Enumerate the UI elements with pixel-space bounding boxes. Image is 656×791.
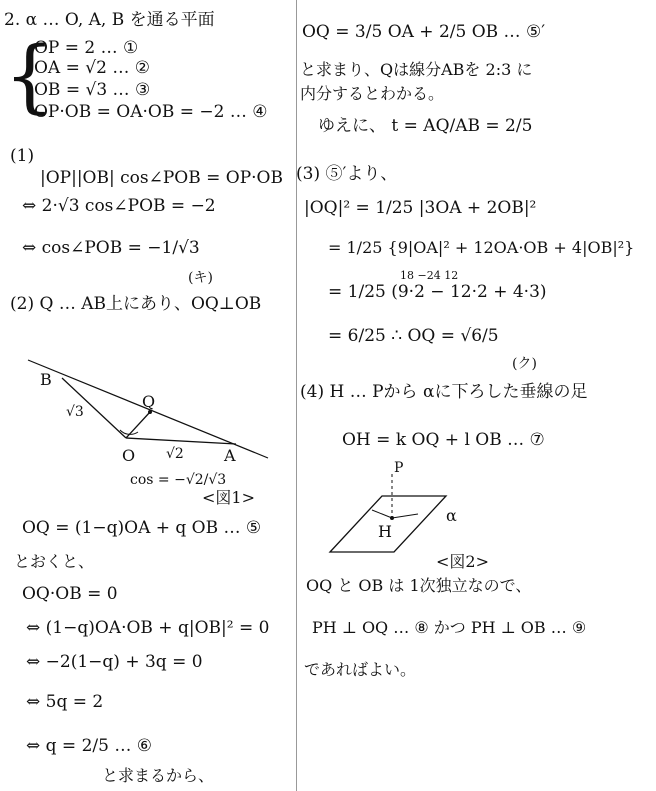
part3-line3: = 1/25 {9|OA|² + 12OA·OB + 4|OB|²} xyxy=(328,238,635,257)
fig1-label-o: O xyxy=(122,446,136,465)
right-line3: 内分するとわかる。 xyxy=(300,84,445,103)
eq5-prime: OQ = 3/5 OA + 2/5 OB … ⑤′ xyxy=(302,22,546,42)
solve-step2: ⇔ −2(1−q) + 3q = 0 xyxy=(26,652,203,672)
part4-line4: PH ⊥ OQ … ⑧ かつ PH ⊥ OB … ⑨ xyxy=(312,618,587,637)
solve-step3: ⇔ 5q = 2 xyxy=(26,692,104,712)
part4-line1: (4) H … Pから αに下ろした垂線の足 xyxy=(300,382,588,402)
part1-line2: ⇔ 2·√3 cos∠POB = −2 xyxy=(22,196,216,216)
part1-line1: |OP||OB| cos∠POB = OP·OB xyxy=(40,168,283,188)
part3-line4: = 1/25 (9·2 − 12·2 + 4·3) xyxy=(328,282,547,302)
fig1-cos-note: cos = −√2/√3 xyxy=(130,472,227,488)
okuto-text: とおくと、 xyxy=(14,552,95,571)
part3-answer-tag: (ク) xyxy=(512,356,537,372)
part1-line3: ⇔ cos∠POB = −1/√3 xyxy=(22,238,200,258)
part1-answer-tag: (キ) xyxy=(188,270,213,286)
part3-line2: |OQ|² = 1/25 |3OA + 2OB|² xyxy=(304,198,537,218)
part1-label: (1) xyxy=(10,146,35,166)
condition-2: OA = √2 … ② xyxy=(34,58,150,78)
part4-line5: であればよい。 xyxy=(304,660,417,679)
vector-ob-small xyxy=(392,514,418,518)
condition-3: OB = √3 … ③ xyxy=(34,80,151,100)
part4-line3: OQ と OB は 1次独立なので、 xyxy=(306,576,532,595)
part3-line1: (3) ⑤′より、 xyxy=(296,164,398,184)
fig1-label-a: A xyxy=(224,446,236,465)
part3-line5: = 6/25 ∴ OQ = √6/5 xyxy=(328,326,499,346)
column-divider xyxy=(296,0,297,791)
part4-line2: OH = k OQ + l OB … ⑦ xyxy=(342,430,545,450)
fig2-label-p: P xyxy=(394,460,404,476)
solve-step4: ⇔ q = 2/5 … ⑥ xyxy=(26,736,152,756)
condition-1: OP = 2 … ① xyxy=(34,38,139,58)
eq5: OQ = (1−q)OA + q OB … ⑤ xyxy=(22,518,262,538)
fig2-label-h: H xyxy=(378,522,392,541)
system-brace: { xyxy=(4,29,55,122)
t-result: ゆえに、 t = AQ/AB = 2/5 xyxy=(318,116,533,136)
part2-line1: (2) Q … AB上にあり、OQ⊥OB xyxy=(10,294,262,314)
solve-step1: ⇔ (1−q)OA·OB + q|OB|² = 0 xyxy=(26,618,270,638)
vector-oq-small xyxy=(372,510,392,518)
fig1-label-sqrt2: √2 xyxy=(166,446,184,462)
kara-text: と求まるから、 xyxy=(102,766,215,785)
fig1-label-b: B xyxy=(40,370,52,389)
fig1-label-q: Q xyxy=(142,392,156,411)
condition-4: OP·OB = OA·OB = −2 … ④ xyxy=(34,102,268,122)
part3-margin-notes: 18 −24 12 xyxy=(400,269,459,282)
dot-zero: OQ·OB = 0 xyxy=(22,584,118,604)
fig1-label-sqrt3: √3 xyxy=(66,404,84,420)
fig1-caption: <図1> xyxy=(202,488,255,507)
angle-arc xyxy=(120,430,138,434)
problem-header: 2. α … O, A, B を通る平面 xyxy=(4,10,215,30)
fig2-label-alpha: α xyxy=(446,506,457,525)
right-line2: と求まり、Qは線分ABを 2:3 に xyxy=(300,60,533,79)
fig2-caption: <図2> xyxy=(436,552,489,571)
